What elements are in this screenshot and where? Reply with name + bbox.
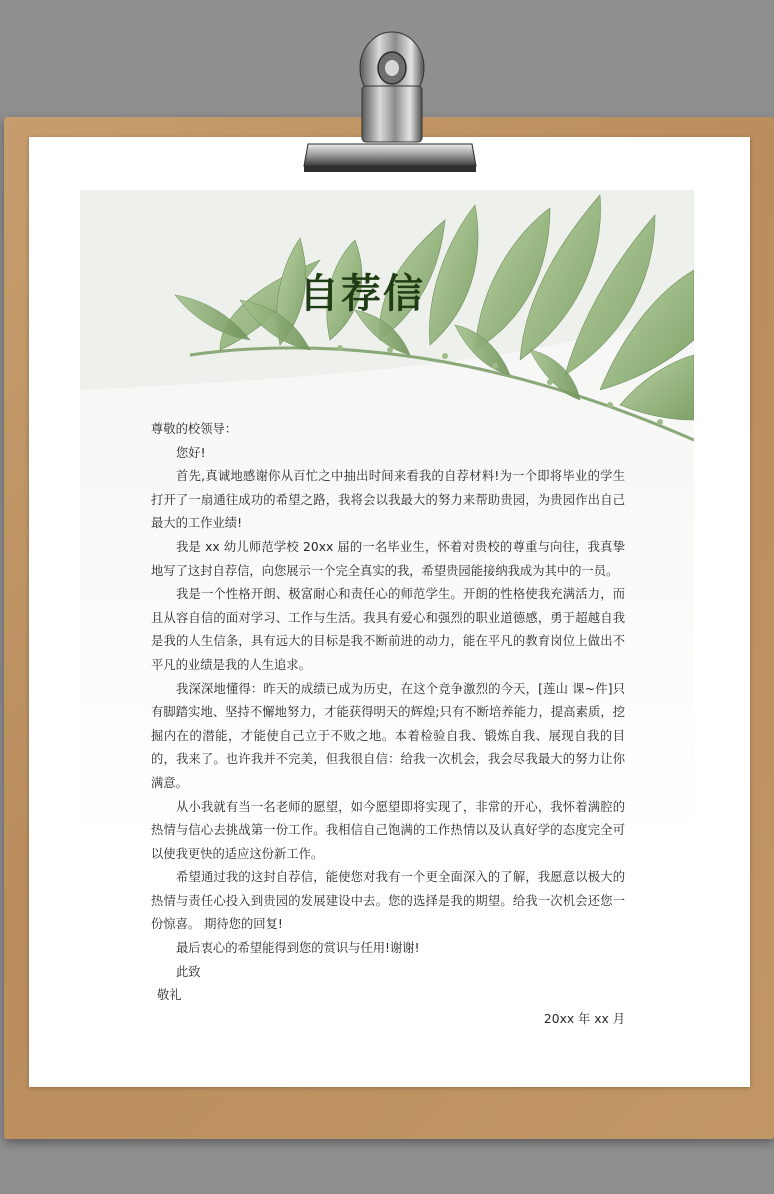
paragraph: 我是 xx 幼儿师范学校 20xx 届的一名毕业生，怀着对贵校的尊重与向往，我真挚地写了这封自荐信，向您展示一个完全真实的我，希望贵园能接纳我成为其中的一员。 bbox=[151, 539, 625, 578]
closing-line: 此致 bbox=[176, 964, 201, 979]
salutation: 尊敬的校领导： bbox=[151, 422, 238, 436]
paragraph: 首先,真诚地感谢你从百忙之中抽出时间来看我的自荐材料!为一个即将毕业的学生打开了一扇通往成功的希望之路，我将会以我最大的努力来帮助贵园，为贵园作出自己最大的工作业绩! bbox=[151, 469, 625, 531]
closing-line: 敬礼 bbox=[157, 988, 182, 1003]
paragraph: 最后衷心的希望能得到您的赏识与任用!谢谢! bbox=[176, 941, 420, 956]
paragraph: 我是一个性格开朗、极富耐心和责任心的师范学生。开朗的性格使我充满活力，而且从容自信的面对学习、工作与生活。我具有爱心和强烈的职业道德感，勇于超越自我是我的人生信条，具有远大的目标是我不断前进的动力，能在平凡的教育岗位上做出不平凡的业绩是我的人生追求。 bbox=[151, 587, 625, 672]
paragraph: 从小我就有当一名老师的愿望，如今愿望即将实现了，非常的开心，我怀着满腔的热情与信心去挑战第一份工作。我相信自己饱满的工作热情以及认真好学的态度完全可以使我更快的适应这份新工作。 bbox=[151, 799, 625, 861]
greeting: 您好! bbox=[176, 445, 206, 460]
page-title: 自荐信 bbox=[299, 271, 425, 317]
paragraph: 希望通过我的这封自荐信，能使您对我有一个更全面深入的了解，我愿意以极大的热情与责任心投入到贵园的发展建设中去。您的选择是我的期望。给我一次机会还您一份惊喜。 期待您的回复! bbox=[151, 870, 625, 932]
letter-date: 20xx 年 xx 月 bbox=[543, 1011, 625, 1026]
binder-clip-icon bbox=[300, 26, 480, 176]
paragraph: 我深深地懂得：昨天的成绩已成为历史，在这个竞争激烈的今天，[莲山 课~件]只有脚踏实地、坚持不懈地努力，才能获得明天的辉煌;只有不断培养能力，提高素质，挖掘内在的潜能，才能使自己立于不败之地。本着检验自我、锻炼自我、展现自我的目的，我来了。也许我并不完美，但我很自信：给我一次机会，我会尽我最大的努力让你满意。 bbox=[151, 681, 625, 790]
letter-body bbox=[151, 418, 625, 1031]
